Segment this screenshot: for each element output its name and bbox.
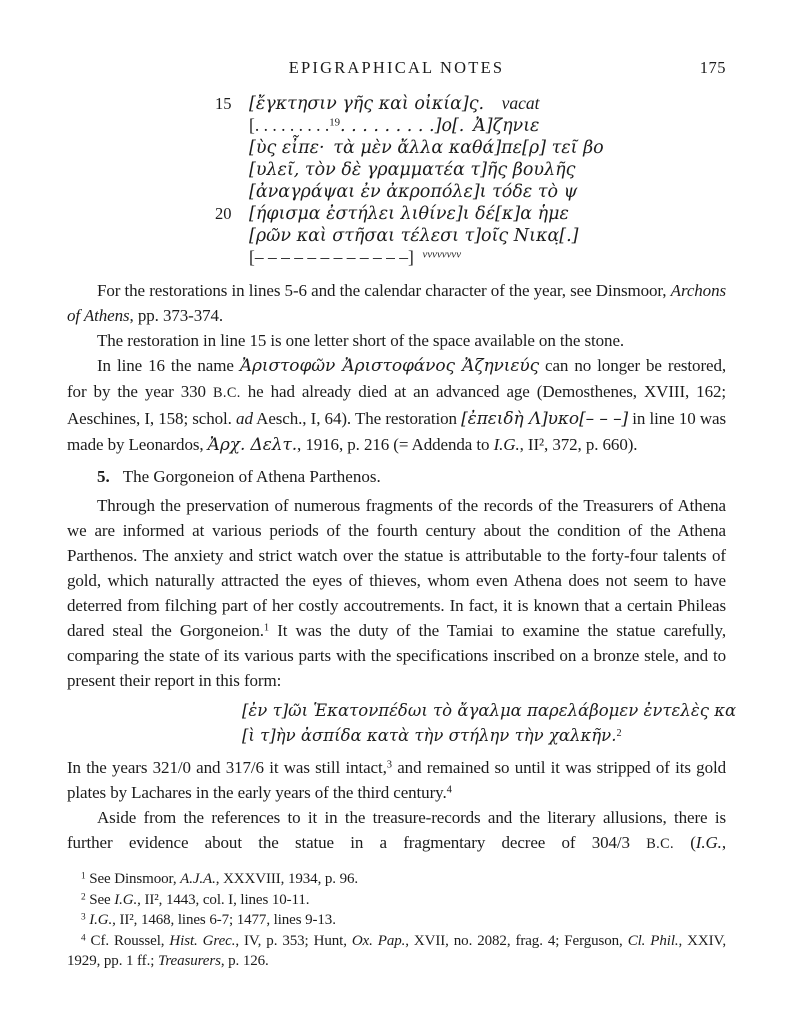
inscription-line: [215, 180, 726, 202]
paragraph-intact-years: In the years 321/0 and 317/6 it was still intact,$^3$ and remained so until it was stripped of its gold plates by Lachares in the early years of the third century.$^4$: [67, 758, 726, 802]
inscription-line-text: [υλεῖ, τὸν δὲ γραμματέα τ]ῆς βουλῆς: [249, 160, 576, 180]
greek-quote-block: [242, 698, 737, 748]
section-title: The Gorgoneion of Athena Parthenos.: [122, 467, 381, 486]
inscription-line: [215, 92, 726, 114]
inscription-line: [215, 224, 726, 246]
running-title: EPIGRAPHICAL NOTES: [288, 58, 505, 77]
page-header: [67, 58, 726, 80]
greek-quote-line: [ἐν τ]ῶι Ἑκατονπέδωι τὸ ἄγαλμα παρελάβομεν ἐντελὲς κα: [242, 701, 737, 720]
inscription-block: [215, 92, 726, 268]
inscription-line: [215, 246, 726, 268]
footnote-4: $^4$ Cf. Roussel, Hist. Grec., IV, p. 353; Hunt, Ox. Pap., XVII, no. 2082, frag. 4; Ferguson, Cl. Phil., XXIV, 1929, pp. 1 ff.; Treasurers, p. 126.: [67, 932, 726, 969]
inscription-line-text: [. . . . . . . . .$^{19}$. . . . . . . . .]ο[. Ἀ]ζηνιε: [249, 115, 540, 136]
greek-quote-line: [ὶ τ]ὴν ἀσπίδα κατὰ τὴν στήλην τὴν χαλκῆν.$^2$: [242, 726, 622, 745]
page-number: 175: [699, 58, 726, 77]
inscription-line-text: [ρῶν καὶ στῆσαι τέλεσι τ]οῖς Νικα̣[.]: [249, 226, 579, 246]
paragraph-further-evidence: Aside from the references to it in the treasure-records and the literary allusions, there is further evidence about the statue in a fragmentary decree of 304/3 B.C. (I.G.,: [67, 808, 726, 852]
footnote-3: $^3$ I.G., II², 1468, lines 6-7; 1477, lines 9-13.: [81, 912, 336, 928]
section-number: 5.: [97, 467, 110, 486]
inscription-line: [215, 114, 726, 136]
inscription-line: [215, 202, 726, 224]
footnote-2: $^2$ See I.G., II², 1443, col. I, lines 10-11.: [81, 891, 310, 908]
paragraph-gorgoneion-intro: Through the preservation of numerous fragments of the records of the Treasurers of Athena we are informed at various periods of the fourth century about the condition of the Athena Parthenos. The anxiety and strict watch over the statue is attributable to the forty-four talents of gold, which naturally attracted the eyes of thieves, whom even Athena does not seem to have deterred from filching part of her costly accoutrements. In fact, it is known that a certain Phileas dared steal the Gorgoneion.$^1$ It was the duty of the Tamiai to examine the statue carefully, comparing the state of its various parts with the specifications inscribed on a bronze stele, and to present their report in this form:: [67, 496, 726, 690]
inscription-line-number: 15: [215, 94, 232, 113]
paragraph-restorations-note: For the restorations in lines 5-6 and the calendar character of the year, see Dinsmoor, Archons of Athens, pp. 373-374.: [67, 281, 726, 325]
paragraph-line15-note: The restoration in line 15 is one letter short of the space available on the stone.: [97, 331, 625, 350]
inscription-line-number: 20: [215, 204, 232, 223]
paragraph-line16-note: In line 16 the name Ἀριστοφῶν Ἀριστοφάνος Ἀζηνιεύς can no longer be restored, for by the year 330 B.C. he had already died at an advanced age (Demosthenes, XVIII, 162; Aeschines, I, 158; schol. ad Aesch., I, 64). The restoration [ἐπειδὴ Λ]υκο[– – –] in line 10 was made by Leonardos, Ἀρχ. Δελτ., 1916, p. 216 (= Addenda to I.G., II², 372, p. 660).: [67, 356, 727, 455]
footnote-1: $^1$ See Dinsmoor, A.J.A., XXXVIII, 1934, p. 96.: [81, 871, 359, 887]
inscription-line-text: [ὺς εἶπε· τὰ μὲν ἄλλα καθά]πε[ρ] τεῖ βο: [249, 138, 604, 158]
section-heading: [67, 464, 726, 489]
inscription-line-text: [ἔγκτησιν γῆς καὶ οἰκία]ς. vacat: [249, 93, 540, 114]
inscription-line-text: [– – – – – – – – – – – –] $^{vvvvvvvv}$: [249, 247, 462, 267]
inscription-line: [215, 136, 726, 158]
footnotes-block: [67, 869, 726, 972]
inscription-line: [215, 158, 726, 180]
inscription-line-text: [ἀναγράψαι ἐν ἀκροπόλε]ι τόδε τὸ ψ: [249, 182, 578, 202]
inscription-line-text: [ήφισμα ἐστήλει λιθίνε]ι δέ[κ]α ἡμε: [249, 204, 569, 224]
